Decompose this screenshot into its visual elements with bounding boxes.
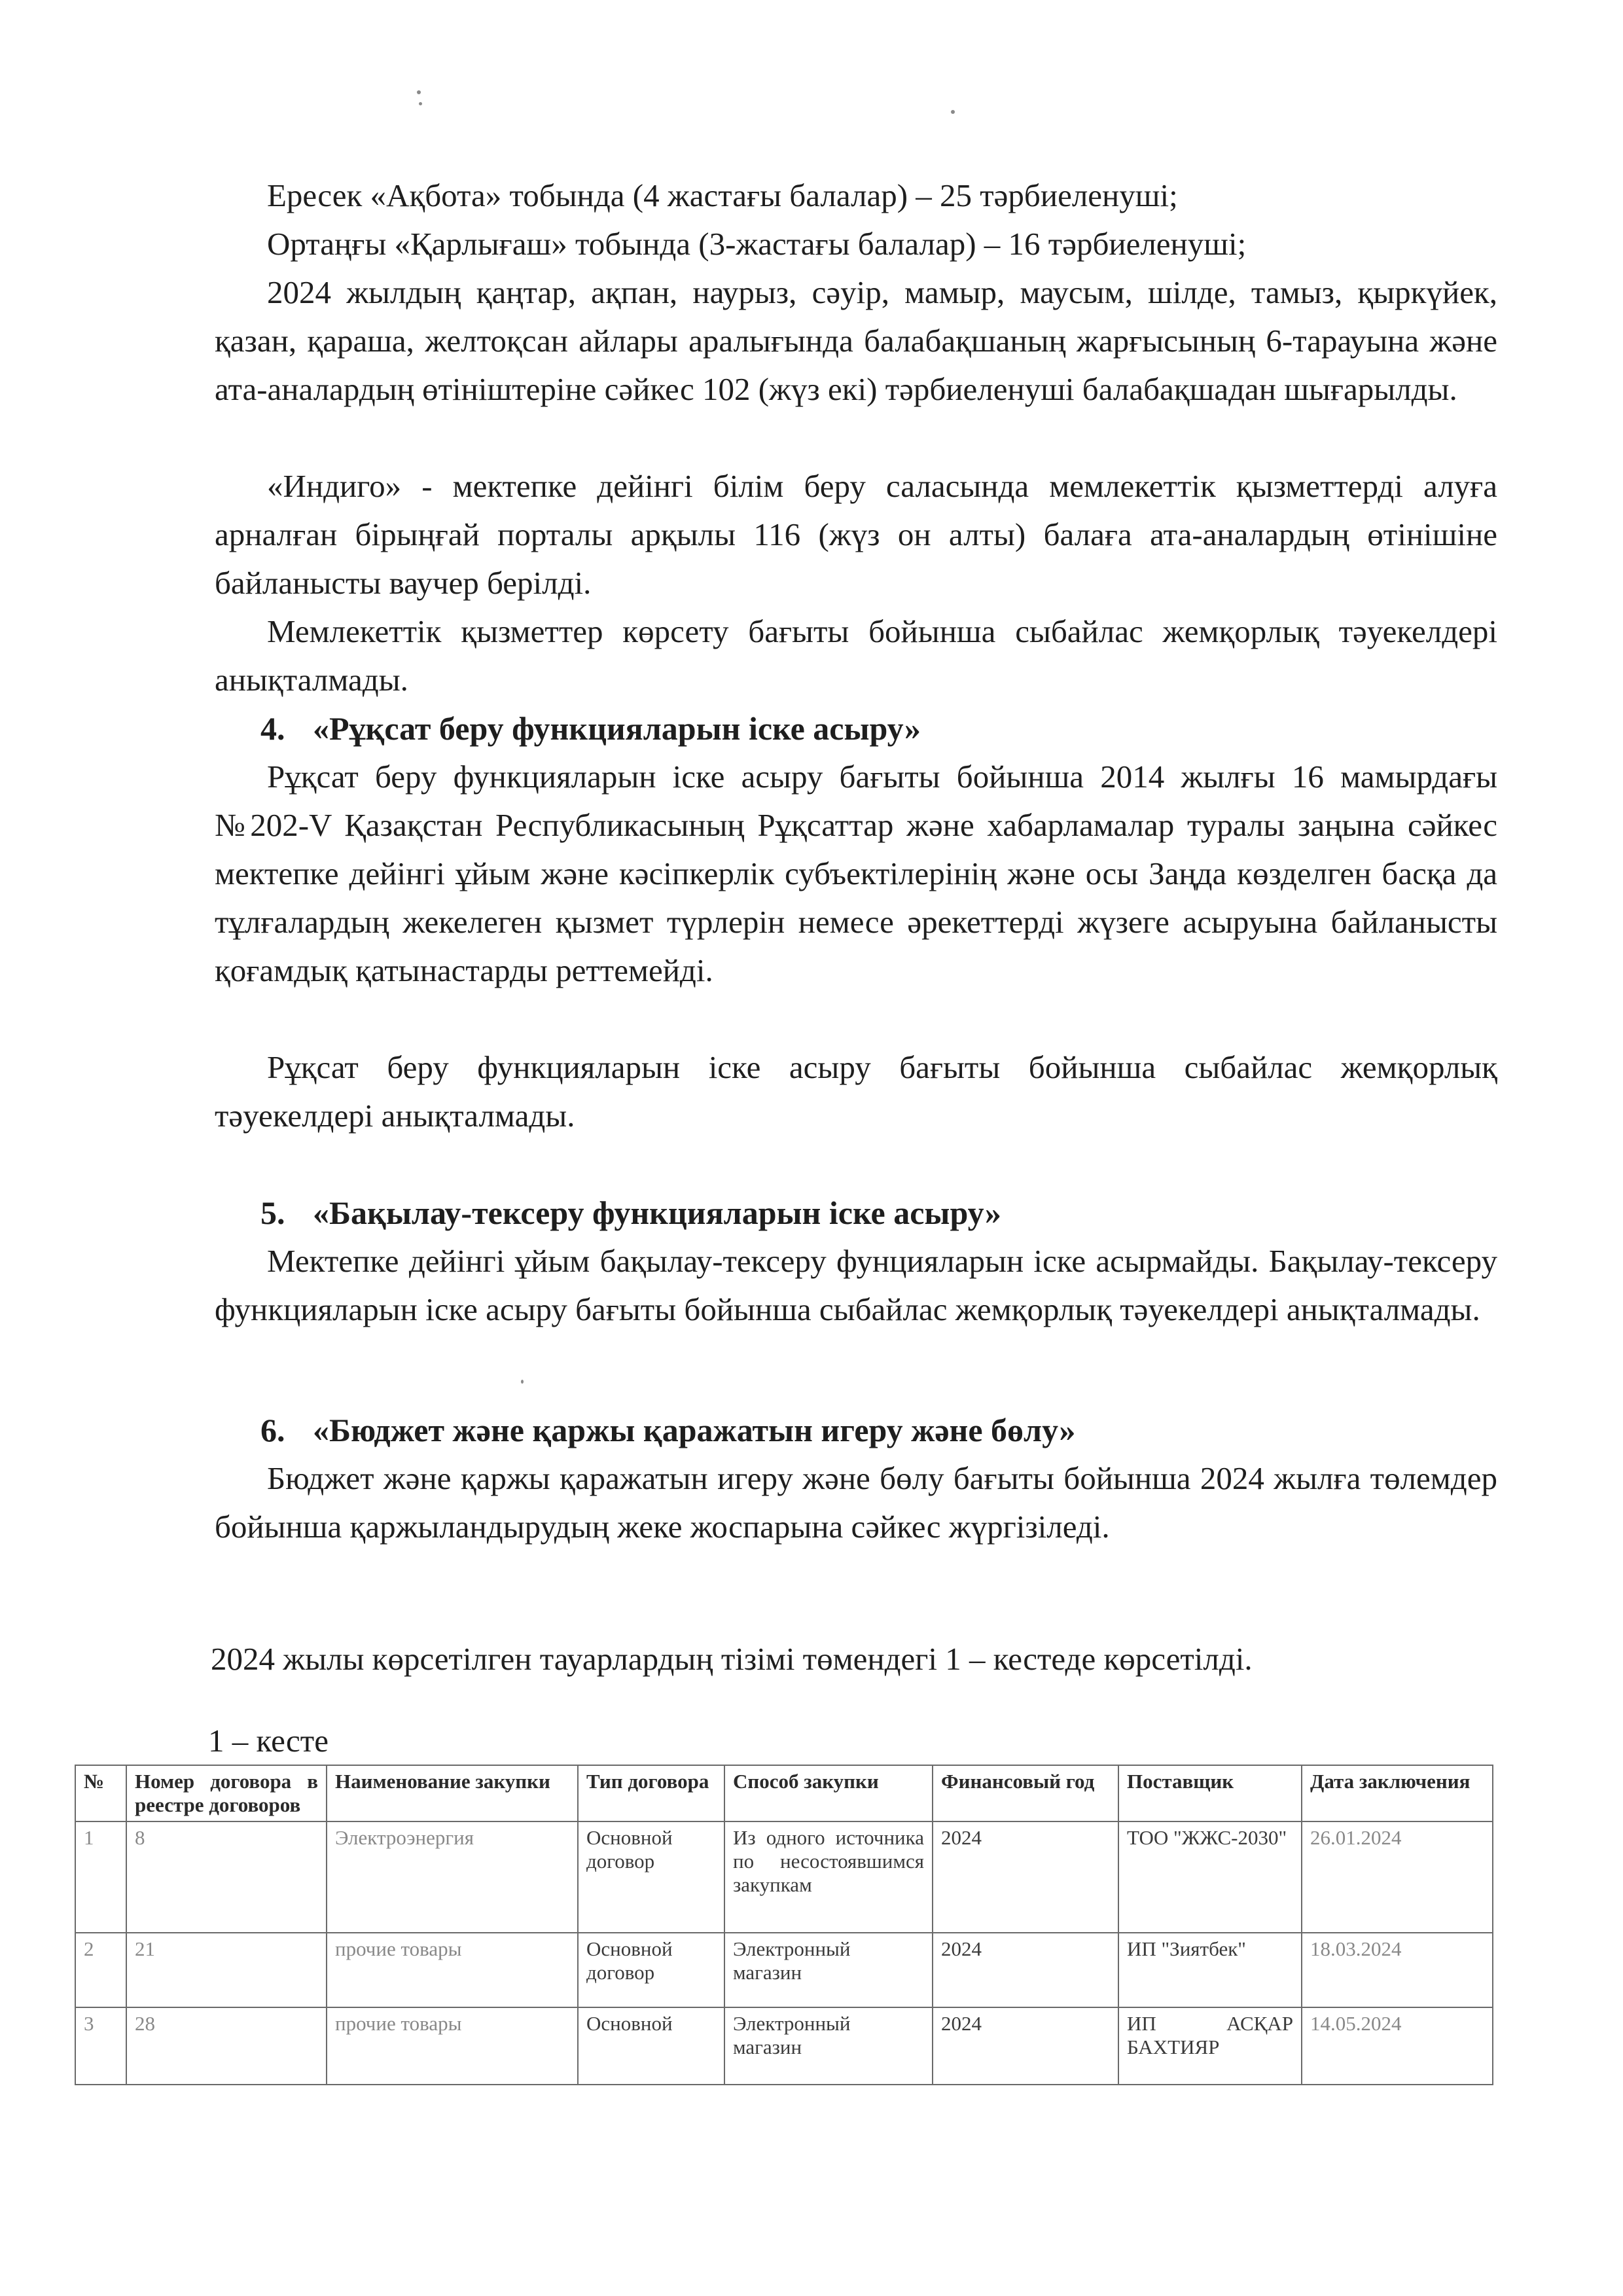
cell-contract-number: 8 — [126, 1821, 327, 1933]
cell-purchase-method: Электронный магазин — [724, 1933, 933, 2007]
cell-contract-number: 21 — [126, 1933, 327, 2007]
table-caption: 1 – кесте — [208, 1723, 329, 1759]
cell-financial-year: 2024 — [933, 1933, 1118, 2007]
cell-conclusion-date: 18.03.2024 — [1302, 1933, 1493, 2007]
section-title: «Рұқсат беру функцияларын іске асыру» — [313, 710, 921, 747]
header-conclusion-date: Дата заключения — [1302, 1765, 1493, 1821]
section-heading-5 — [260, 1189, 1001, 1237]
scan-speck — [417, 90, 421, 94]
paragraph-group-middle: Ортаңғы «Қарлығаш» тобында (3-жастағы балалар) – 16 тәрбиеленуші; — [267, 226, 1247, 262]
scan-speck — [951, 110, 955, 114]
cell-purchase-method: Из одного источника по несостоявшимся закупкам — [724, 1821, 933, 1933]
scan-speck — [521, 1380, 524, 1384]
section-title: «Бюджет және қаржы қаражатын игеру және бөлу» — [313, 1412, 1076, 1448]
paragraph-permits-risks: Рұқсат беру функцияларын іске асыру бағыты бойынша сыбайлас жемқорлық тәуекелдері анықталмады. — [215, 1049, 1497, 1134]
paragraph-budget: Бюджет және қаржы қаражатын игеру және бөлу бағыты бойынша 2024 жылға төлемдер бойынша қаржыландырудың жеке жоспарына сәйкес жүргізіледі. — [215, 1460, 1497, 1545]
header-number: № — [75, 1765, 126, 1821]
cell-supplier: ТОО "ЖЖС-2030" — [1118, 1821, 1302, 1933]
header-financial-year: Финансовый год — [933, 1765, 1118, 1821]
table-row — [75, 2007, 1493, 2085]
header-contract-number: Номер договора в реестре договоров — [126, 1765, 327, 1821]
paragraph-inspection: Мектепке дейінгі ұйым бақылау-тексеру фунцияларын іске асырмайды. Бақылау-тексеру функцияларын іске асыру бағыты бойынша сыбайлас жемқорлық тәуекелдері анықталмады. — [215, 1243, 1497, 1327]
cell-contract-number: 28 — [126, 2007, 327, 2085]
cell-number: 3 — [75, 2007, 126, 2085]
table-row — [75, 1821, 1493, 1933]
section-number: 4. — [260, 710, 285, 747]
paragraph-group-older: Ересек «Ақбота» тобында (4 жастағы балалар) – 25 тәрбиеленуші; — [267, 177, 1178, 213]
paragraph-goods-list-intro: 2024 жылы көрсетілген тауарлардың тізімі төмендегі 1 – кестеде көрсетілді. — [211, 1641, 1253, 1677]
cell-purchase-method: Электронный магазин — [724, 2007, 933, 2085]
paragraph-dismissals: 2024 жылдың қаңтар, ақпан, наурыз, сәуір, мамыр, маусым, шілде, тамыз, қыркүйек, қазан, қараша, желтоқсан айлары аралығында балабақшаның жарғысының 6-тарауына және ата-аналардың өтініштеріне сәйкес 102 (жүз екі) тәрбиеленуші балабақшадан шығарылды. — [215, 274, 1497, 407]
section-number: 6. — [260, 1412, 285, 1448]
paragraph-public-services-risks: Мемлекеттік қызметтер көрсету бағыты бойынша сыбайлас жемқорлық тәуекелдері анықталмады. — [215, 613, 1497, 698]
cell-financial-year: 2024 — [933, 2007, 1118, 2085]
cell-financial-year: 2024 — [933, 1821, 1118, 1933]
section-heading-6 — [260, 1406, 1075, 1454]
cell-contract-type: Основной договор — [578, 1933, 724, 2007]
section-title: «Бақылау-тексеру функцияларын іске асыру» — [313, 1194, 1001, 1231]
cell-purchase-name: прочие товары — [327, 2007, 578, 2085]
section-number: 5. — [260, 1194, 285, 1231]
cell-number: 1 — [75, 1821, 126, 1933]
cell-supplier: ИП АСҚАР БАХТИЯР — [1118, 2007, 1302, 2085]
cell-number: 2 — [75, 1933, 126, 2007]
header-contract-type: Тип договора — [578, 1765, 724, 1821]
cell-conclusion-date: 14.05.2024 — [1302, 2007, 1493, 2085]
scan-speck — [419, 102, 422, 105]
cell-contract-type: Основной — [578, 2007, 724, 2085]
table-header-row — [75, 1765, 1493, 1821]
paragraph-permits: Рұқсат беру функцияларын іске асыру бағыты бойынша 2014 жылғы 16 мамырдағы №202-V Қазақстан Республикасының Рұқсаттар және хабарламалар туралы заңына сәйкес мектепке дейінгі ұйым және кәсіпкерлік субъектілерінің және осы Заңда көзделген басқа да тұлғалардың жекелеген қызмет түрлерін немесе әрекеттерді жүзеге асыруына байланысты қоғамдық қатынастарды реттемейді. — [215, 759, 1497, 988]
cell-conclusion-date: 26.01.2024 — [1302, 1821, 1493, 1933]
purchases-table — [75, 1765, 1493, 2085]
cell-contract-type: Основной договор — [578, 1821, 724, 1933]
header-purchase-method: Способ закупки — [724, 1765, 933, 1821]
header-supplier: Поставщик — [1118, 1765, 1302, 1821]
cell-supplier: ИП "Зиятбек" — [1118, 1933, 1302, 2007]
cell-purchase-name: прочие товары — [327, 1933, 578, 2007]
paragraph-indigo: «Индиго» - мектепке дейінгі білім беру саласында мемлекеттік қызметтерді алуға арналған бірыңғай порталы арқылы 116 (жүз он алты) балаға ата-аналардың өтінішіне байланысты ваучер берілді. — [215, 468, 1497, 601]
cell-purchase-name: Электроэнергия — [327, 1821, 578, 1933]
section-heading-4 — [260, 704, 921, 753]
table-row — [75, 1933, 1493, 2007]
header-purchase-name: Наименование закупки — [327, 1765, 578, 1821]
